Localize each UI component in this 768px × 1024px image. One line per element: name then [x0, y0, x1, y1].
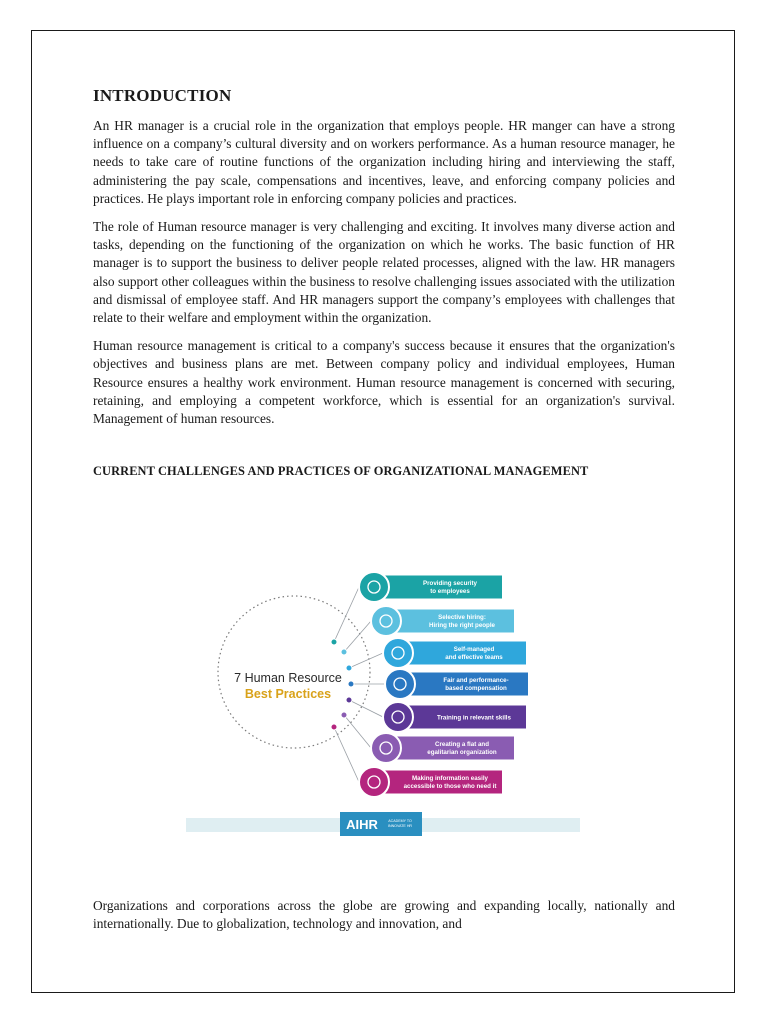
connector-line — [344, 621, 371, 652]
practice-label-box — [394, 737, 514, 760]
practice-label-box — [394, 610, 514, 633]
practice-label-box — [382, 576, 502, 599]
connector-line — [349, 653, 383, 668]
practice-label-box — [382, 771, 502, 794]
hr-best-practices-infographic — [186, 560, 580, 838]
practice-icon-circle — [371, 606, 401, 636]
connector-dot — [331, 639, 337, 645]
document-body — [93, 86, 675, 479]
practice-label-line2: egalitarian organization — [427, 749, 497, 756]
connector-dot — [341, 649, 347, 655]
practice-item — [346, 638, 526, 671]
closing-paragraph: Organizations and corporations across the globe are growing and expanding locally, nationally and internationally. Due to globalization, technology and innovation, and — [93, 898, 675, 932]
connector-line — [344, 715, 371, 748]
practice-icon-circle — [385, 669, 415, 699]
practice-label-line1: Providing security — [423, 580, 477, 587]
intro-paragraph-2: The role of Human resource manager is very challenging and exciting. It involves many diverse action and tasks, depending on the functioning of the organization on which he works. The basic function of HR manager is to support the business to deliver people related processes, aligned with the law. HR managers also support other colleagues within the business to resolve challenging issues associated with the utilization and dismissal of employee staff. And HR managers support the company’s employees with challenges that relate to their welfare and employment within the organization. — [93, 219, 675, 326]
figure-title-line2: Best Practices — [244, 687, 332, 701]
practice-label-line2: Hiring the right people — [429, 622, 495, 629]
aihr-logo-sub1: ACADEMY TO — [388, 819, 412, 823]
connector-line — [334, 727, 359, 782]
practice-label-line2: based compensation — [445, 685, 507, 692]
practice-item — [331, 724, 502, 797]
practice-item — [331, 572, 502, 645]
practice-item — [348, 669, 528, 699]
practice-label-line1: Fair and performance- — [443, 677, 509, 684]
introduction-heading: INTRODUCTION — [93, 86, 232, 105]
practice-label-box — [408, 673, 528, 696]
connector-line — [349, 700, 383, 717]
practice-label-line1: Training in relevant skills — [437, 714, 511, 722]
practice-icon-circle — [359, 767, 389, 797]
connector-dot — [348, 681, 354, 687]
practice-item — [346, 697, 526, 732]
practice-icon-circle — [359, 572, 389, 602]
practice-icon-circle — [383, 702, 413, 732]
connector-dot — [331, 724, 337, 730]
connector-dot — [346, 697, 352, 703]
infographic-svg — [186, 560, 580, 838]
practice-label-line1: Selective hiring: — [438, 614, 486, 621]
aihr-logo-text: AIHR — [346, 817, 378, 832]
connector-dot — [341, 712, 347, 718]
intro-paragraph-3: Human resource management is critical to a company's success because it ensures that the organization's objectives and business plans are met. Between company policy and individual employees, Human Resource ensures a healthy work environment. Human resource management is concerned with securing, retaining, and employing a competent workforce, which is essential for an organization's survival. Management of human resources. — [93, 338, 675, 427]
practice-label-line2: to employees — [430, 588, 470, 595]
aihr-logo-sub2: INNOVATE HR — [387, 824, 413, 828]
connector-dot — [346, 665, 352, 671]
practice-icon-circle — [383, 638, 413, 668]
practice-label-line2: accessible to those who need it — [403, 783, 497, 790]
intro-paragraph-1: An HR manager is a crucial role in the organization that employs people. HR manger can have a strong influence on a company’s cultural diversity and on workers performance. As a human resource manager, he needs to take care of routine functions of the organization including hiring and interviewing the staff, administering the pay scale, compensations and incentives, leave, and enforcing company policies and practices. He plays important role in enforcing company policies and practices. — [93, 118, 675, 206]
figure-title-line1: 7 Human Resource — [234, 671, 342, 685]
practice-label-line1: Self-managed — [453, 646, 495, 653]
practice-label-line2: and effective teams — [445, 654, 503, 661]
practice-icon-circle — [371, 733, 401, 763]
connector-line — [334, 587, 359, 642]
section-heading: CURRENT CHALLENGES AND PRACTICES OF ORGANIZATIONAL MANAGEMENT — [93, 464, 589, 479]
practice-label-line1: Making information easily — [412, 775, 488, 782]
practice-label-box — [406, 642, 526, 665]
practice-label-line1: Creating a flat and — [435, 741, 489, 748]
